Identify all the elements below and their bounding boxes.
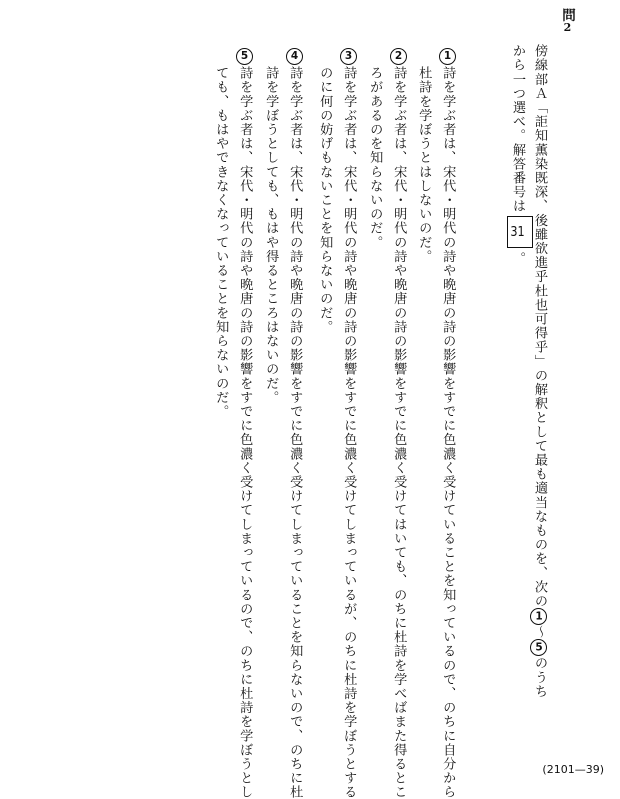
choice-marker-badge: 1: [439, 48, 456, 65]
choice-marker-badge: 2: [390, 48, 407, 65]
choice-1-line1: 詩を学ぶ者は、宋代・明代の詩や晩唐の詩の影響をすでに色濃く受けていることを知っているので、のちに自分から: [440, 66, 456, 799]
choice-4-line1: 詩を学ぶ者は、宋代・明代の詩や晩唐の詩の影響をすでに色濃く受けてしまっていることを知らないので、のちに杜: [287, 66, 303, 799]
choice-marker-badge: 4: [286, 48, 303, 65]
prompt-text-2: から一つ選べ。解答番号は: [510, 44, 525, 214]
question-label: [557, 8, 577, 33]
choice-3-line1: 詩を学ぶ者は、宋代・明代の詩や晩唐の詩の影響をすでに色濃く受けてしまっているが、のちに杜詩を学ぼうとする: [341, 66, 357, 799]
choice-4-line2: 詩を学ぼうとしても、もはや得るところはないのだ。: [263, 66, 279, 405]
prompt-text-2-end: 。: [510, 251, 525, 266]
prompt-text-1: 傍線部Ａ「詎知薫染既深、後雖欲進乎杜也可得乎」の解釈として最も適当なものを、次の: [532, 44, 547, 608]
answer-number-box: 31: [507, 216, 533, 248]
choice-2-line1: 詩を学ぶ者は、宋代・明代の詩や晩唐の詩の影響をすでに色濃く受けてはいても、のちに杜詩を学べばまた得るとこ: [391, 66, 407, 799]
choice-2-line2: ろがあるのを知らないのだ。: [367, 66, 383, 250]
choice-5[interactable]: [236, 44, 253, 65]
choice-3[interactable]: [340, 44, 357, 65]
range-separator: 〜: [532, 625, 547, 640]
choice-2[interactable]: [390, 44, 407, 65]
choice-marker-badge: 3: [340, 48, 357, 65]
choice-1-line2: 杜詩を学ぼうとはしないのだ。: [416, 66, 432, 264]
choice-4[interactable]: [286, 44, 303, 65]
choice-1[interactable]: [439, 44, 456, 65]
page-code: (2101—39): [542, 763, 604, 776]
question-label-text: 問: [559, 8, 575, 22]
range-start-badge: 1: [530, 608, 547, 625]
range-end-badge: 5: [530, 639, 547, 656]
choice-5-line2: ても、もはやできなくなっていることを知らないのだ。: [213, 66, 229, 419]
choice-marker-badge: 5: [236, 48, 253, 65]
prompt-text-1-end: のうち: [532, 656, 547, 699]
question-number: 2: [563, 21, 572, 33]
choice-3-line2: のに何の妨げもないことを知らないのだ。: [317, 66, 333, 334]
question-prompt-line2: [507, 44, 533, 265]
choice-5-line1: 詩を学ぶ者は、宋代・明代の詩や晩唐の詩の影響をすでに色濃く受けてしまっているので、のちに杜詩を学ぼうとし: [237, 66, 253, 799]
